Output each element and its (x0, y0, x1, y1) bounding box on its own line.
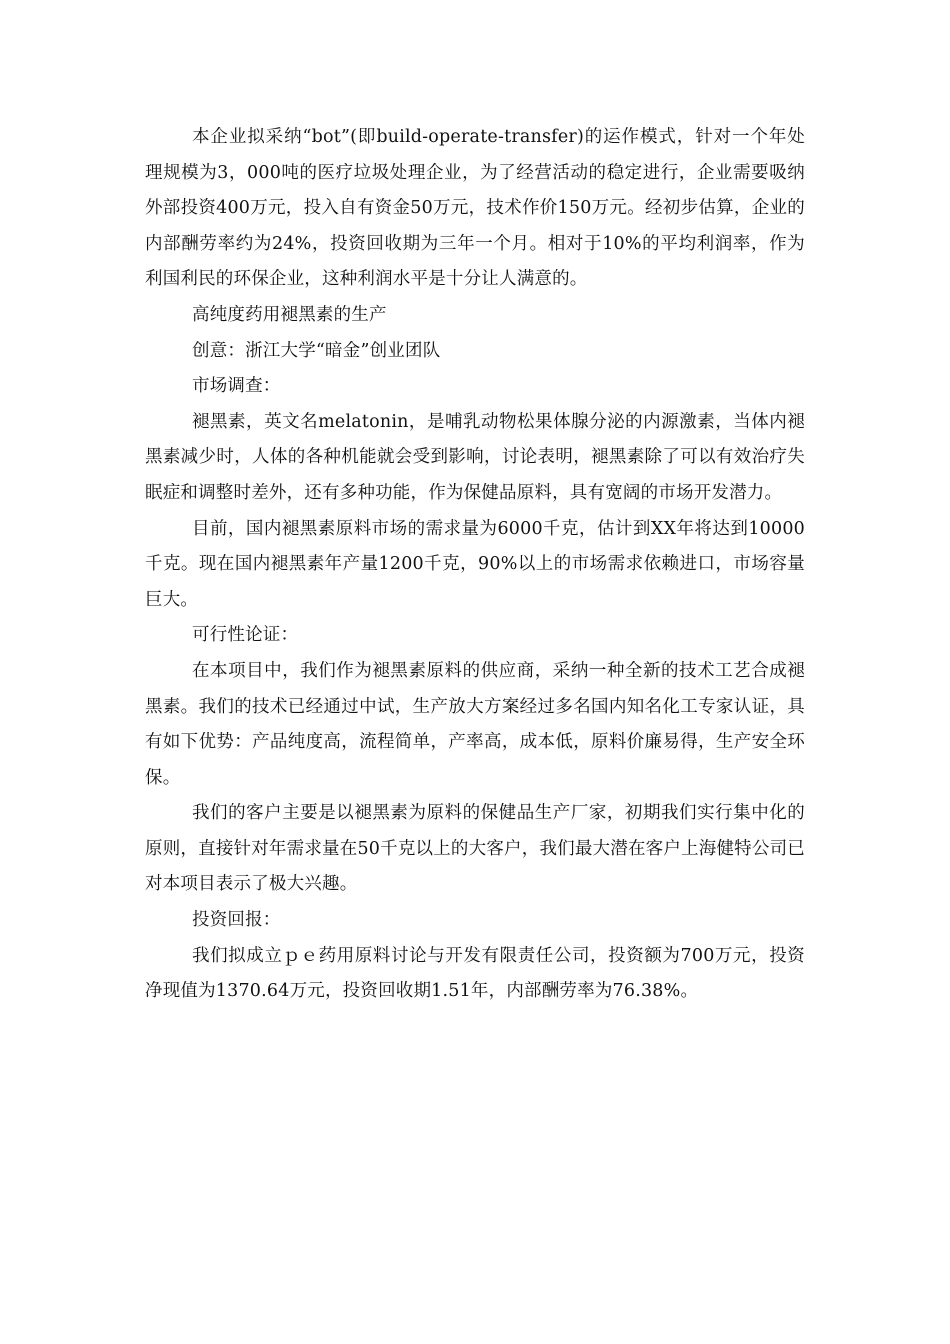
paragraph-technology: 在本项目中，我们作为褪黑素原料的供应商，采纳一种全新的技术工艺合成褪黑素。我们的技术已经通过中试，生产放大方案经过多名国内知名化工专家认证，具有如下优势：产品纯度高，流程简单，产率高，成本低，原料价廉易得，生产安全环保。 (145, 660, 805, 788)
heading-investment-return: 投资回报： (192, 910, 281, 931)
heading-feasibility: 可行性论证： (192, 625, 299, 646)
creator-line: 创意：浙江大学“暗金”创业团队 (192, 340, 441, 361)
document-body (145, 120, 805, 1010)
heading-market-research: 市场调查： (192, 376, 281, 397)
paragraph-investment: 我们拟成立ｐｅ药用原料讨论与开发有限责任公司，投资额为700万元，投资净现值为1370.64万元，投资回收期1.51年，内部酬劳率为76.38%。 (145, 945, 805, 1002)
paragraph-bot-model: 本企业拟采纳“bot”(即build-operate-transfer)的运作模式，针对一个年处理规模为3，000吨的医疗垃圾处理企业，为了经营活动的稳定进行，企业需要吸纳外部投资400万元，投入自有资金50万元，技术作价150万元。经初步估算，企业的内部酬劳率约为24%，投资回收期为三年一个月。相对于10%的平均利润率，作为利国利民的环保企业，这种利润水平是十分让人满意的。 (145, 127, 805, 290)
paragraph-customers: 我们的客户主要是以褪黑素为原料的保健品生产厂家，初期我们实行集中化的原则，直接针对年需求量在50千克以上的大客户，我们最大潜在客户上海健特公司已对本项目表示了极大兴趣。 (145, 803, 805, 895)
paragraph-market-demand: 目前，国内褪黑素原料市场的需求量为6000千克，估计到XX年将达到10000千克。现在国内褪黑素年产量1200千克，90%以上的市场需求依赖进口，市场容量巨大。 (145, 518, 805, 610)
section-title-melatonin: 高纯度药用褪黑素的生产 (192, 304, 387, 325)
paragraph-melatonin-intro: 褪黑素，英文名melatonin，是哺乳动物松果体腺分泌的内源激素，当体内褪黑素减少时，人体的各种机能就会受到影响，讨论表明，褪黑素除了可以有效治疗失眠症和调整时差外，还有多种功能，作为保健品原料，具有宽阔的市场开发潜力。 (145, 411, 805, 503)
